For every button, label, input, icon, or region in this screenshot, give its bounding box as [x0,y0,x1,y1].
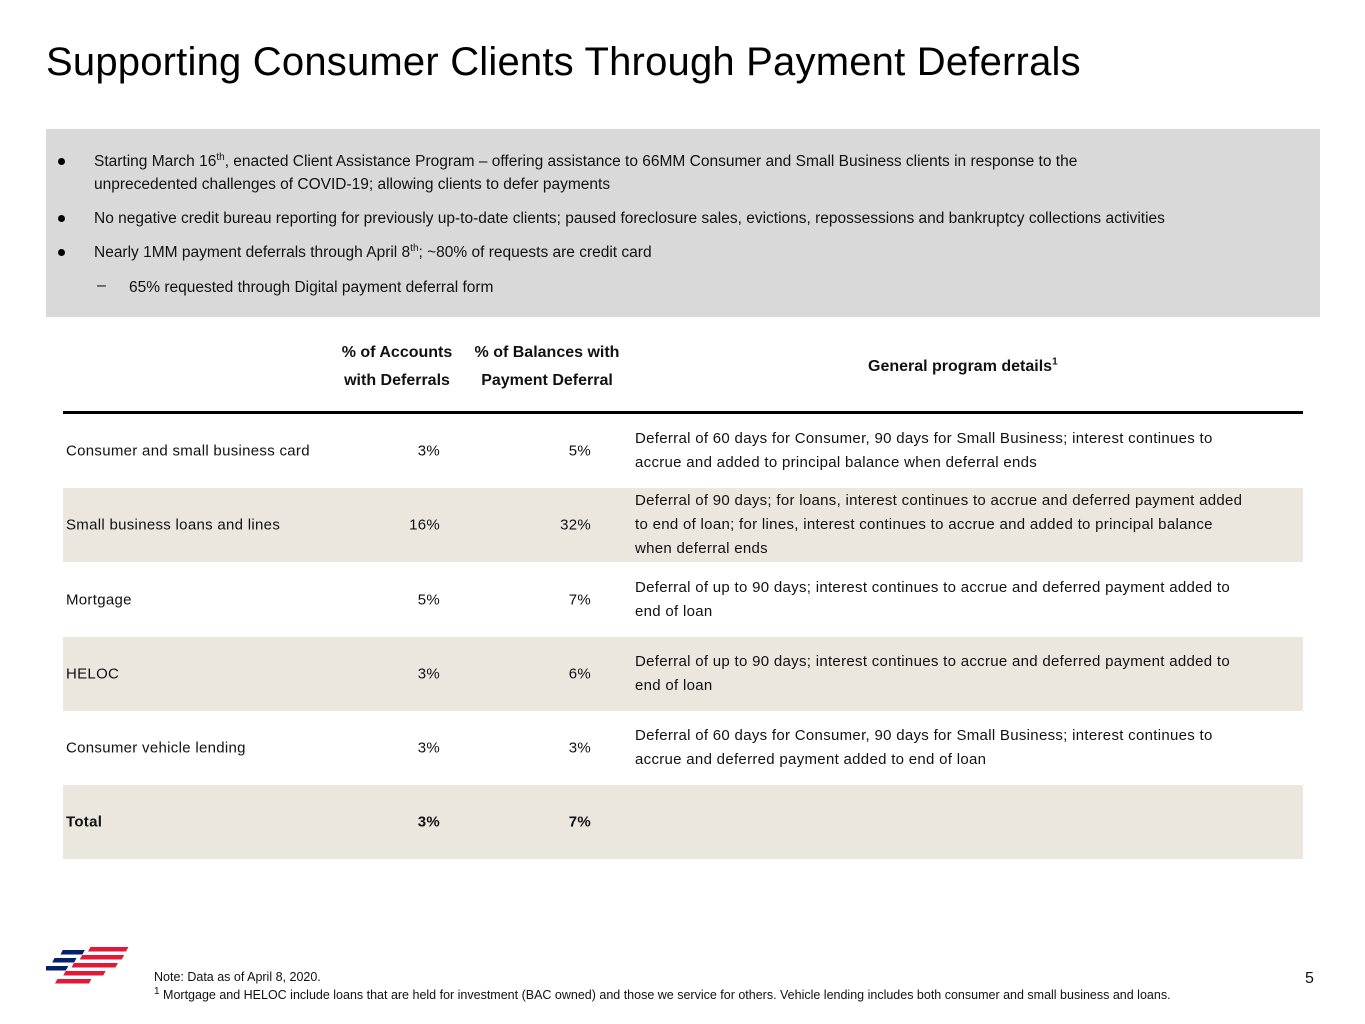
program-detail: Deferral of 90 days; for loans, interest continues to accrue and deferred payment added to end of loan; for lines, interest continues to accrue and added to principal balance when deferral ends [635,492,1243,557]
accounts-pct: 5% [417,591,440,609]
bank-flagscape-logo-icon [46,944,138,996]
bullet-dot-icon [58,158,65,165]
table-row [63,637,1303,711]
row-label: Consumer vehicle lending [66,739,246,757]
sub-bullet-item: – 65% requested through Digital payment deferral form [129,276,1229,299]
dash-marker: – [97,277,106,294]
row-label: Mortgage [66,591,132,609]
bullet-item: No negative credit bureau reporting for previously up-to-date clients; paused foreclosure sales, evictions, repossessions and bankruptcy collections activities [94,207,1314,230]
table-row [63,414,1303,488]
accounts-pct: 3% [417,665,440,683]
page-number: 5 [1305,970,1314,987]
table-row [63,711,1303,785]
program-detail: Deferral of up to 90 days; interest continues to accrue and deferred payment added to end of loan [635,579,1231,620]
bullet-item: Nearly 1MM payment deferrals through April 8th; ~80% of requests are credit card [94,241,1294,264]
bullet-dot-icon [58,215,65,222]
balances-pct: 7% [568,591,591,609]
accounts-pct: 3% [417,813,440,831]
balances-pct: 5% [568,442,591,460]
accounts-pct: 3% [417,442,440,460]
bullet-dot-icon [58,249,65,256]
footnote-marker: 1 [1052,356,1058,368]
header-accounts-with-deferrals: % of Accounts with Deferrals [341,344,453,389]
table-row [63,488,1303,562]
program-detail: Deferral of 60 days for Consumer, 90 days for Small Business; interest continues to accrue and deferred payment added to end of loan [635,727,1213,768]
row-label: HELOC [66,665,120,683]
summary-bullet-box [46,129,1320,317]
program-detail: Deferral of 60 days for Consumer, 90 days for Small Business; interest continues to accrue and added to principal balance when deferral ends [635,430,1213,471]
header-general-program-details: General program details$^1$ [868,356,1058,375]
footnotes: Note: Data as of April 8, 2020. $^1$ Mortgage and HELOC include loans that are held for investment (BAC owned) and those we service for others. Vehicle lending includes both consumer and small business and loans. [154,970,1171,1002]
balances-pct: 3% [568,739,591,757]
row-label: Small business loans and lines [66,516,281,534]
table-total-row [63,785,1303,859]
row-label: Total [66,813,103,831]
bullet-item: Starting March 16th, enacted Client Assistance Program – offering assistance to 66MM Consumer and Small Business clients in response to the unprecedented challenges of COVID-19; allowing clients to defer payments [94,150,1294,196]
row-label: Consumer and small business card [66,442,310,460]
balances-pct: 7% [568,813,591,831]
page-title: Supporting Consumer Clients Through Payment Deferrals [46,40,1081,84]
balances-pct: 6% [568,665,591,683]
table-row [63,563,1303,637]
accounts-pct: 3% [417,739,440,757]
program-detail: Deferral of up to 90 days; interest continues to accrue and deferred payment added to end of loan [635,653,1231,694]
header-balances-with-deferral: % of Balances with Payment Deferral [474,344,620,389]
accounts-pct: 16% [409,516,440,534]
balances-pct: 32% [560,516,591,534]
